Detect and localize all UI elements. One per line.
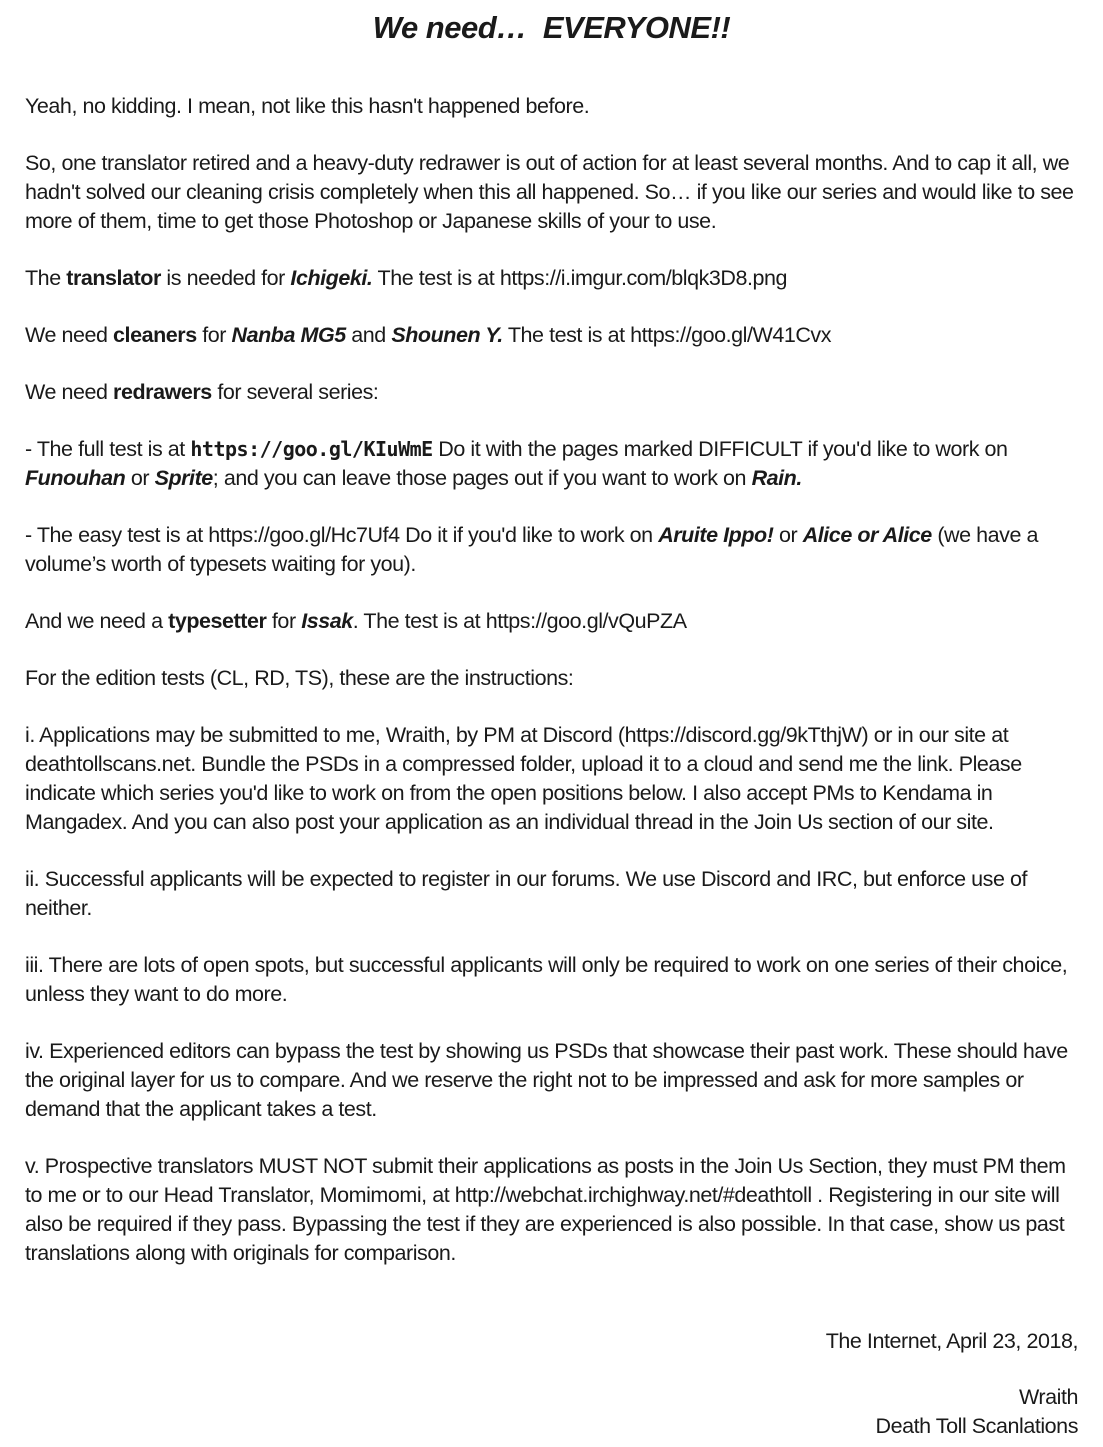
text-run: Sprite	[154, 466, 213, 490]
text-run: or	[773, 523, 803, 547]
paragraph	[25, 264, 1078, 293]
text-run: Issak	[301, 609, 353, 633]
text-run: v. Prospective translators MUST NOT submit their applications as posts in the Join Us Section, they must PM them to me or to our Head Translator, Momimomi, at http://webchat.irchighway.net/#deathtoll . Registering in our site will also be required if they pass. Bypassing the test if they are experienced is also possible. In that case, show us past translations along with originals for comparison.	[25, 1154, 1066, 1265]
text-run: ii. Successful applicants will be expected to register in our forums. We use Discord and IRC, but enforce use of neither.	[25, 867, 1028, 920]
text-run: And we need a	[25, 609, 169, 633]
text-run: - The easy test is at https://goo.gl/Hc7Uf4 Do it if you'd like to work on	[25, 523, 659, 547]
text-run: https://goo.gl/KIuWmE	[190, 437, 433, 461]
signature-block	[826, 1327, 1078, 1441]
signature-group: Death Toll Scanlations	[875, 1414, 1078, 1438]
paragraph	[25, 1152, 1078, 1268]
text-run: Shounen Y.	[391, 323, 503, 347]
text-run: We need	[25, 323, 114, 347]
paragraph	[25, 521, 1078, 579]
text-run: and	[345, 323, 392, 347]
paragraph	[25, 721, 1078, 837]
text-run: Funouhan	[25, 466, 126, 490]
text-run: for	[266, 609, 302, 633]
text-run: is needed for	[160, 266, 291, 290]
paragraph	[25, 1037, 1078, 1124]
text-run: So, one translator retired and a heavy-duty redrawer is out of action for at least several months. And to cap it all, we hadn't solved our cleaning crisis completely when this all happened. So… if you like our series and would like to see more of them, time to get those Photoshop or Japanese skills of your to use.	[25, 151, 1074, 233]
paragraph	[25, 865, 1078, 923]
dateline: The Internet, April 23, 2018,	[825, 1329, 1078, 1353]
text-run: Aruite Ippo!	[658, 523, 774, 547]
text-run: cleaners	[113, 323, 197, 347]
paragraph	[25, 149, 1078, 236]
paragraph	[25, 92, 1078, 121]
text-run: typesetter	[168, 609, 267, 633]
text-run: We need	[25, 380, 114, 404]
text-run: - The full test is at	[25, 437, 191, 461]
text-run: i. Applications may be submitted to me, Wraith, by PM at Discord (https://discord.gg/9kTthjW) or in our site at deathtollscans.net. Bundle the PSDs in a compressed folder, upload it to a cloud and send me the link. Please indicate which series you'd like to work on from the open positions below. I also accept PMs to Kendama in Mangadex. And you can also post your application as an individual thread in the Join Us section of our site.	[25, 723, 1022, 834]
text-run: Alice or Alice	[802, 523, 932, 547]
text-run: or	[125, 466, 155, 490]
text-run: . The test is at https://goo.gl/vQuPZA	[352, 609, 687, 633]
text-run: The test is at https://i.imgur.com/blqk3D8.png	[372, 266, 788, 290]
text-run: The test is at https://goo.gl/W41Cvx	[502, 323, 832, 347]
text-run: for	[196, 323, 232, 347]
text-run: Nanba MG5	[231, 323, 346, 347]
text-run: translator	[66, 266, 161, 290]
paragraph	[25, 664, 1078, 693]
text-run: The	[25, 266, 67, 290]
text-run: redrawers	[113, 380, 212, 404]
paragraph	[25, 607, 1078, 636]
signature-author: Wraith	[1018, 1385, 1078, 1409]
text-run: iii. There are lots of open spots, but successful applicants will only be required to work on one series of their choice, unless they want to do more.	[25, 953, 1068, 1006]
text-run: Ichigeki.	[290, 266, 373, 290]
text-run: iv. Experienced editors can bypass the test by showing us PSDs that showcase their past work. These should have the original layer for us to compare. And we reserve the right not to be impressed and ask for more samples or demand that the applicant takes a test.	[25, 1039, 1068, 1121]
text-run: For the edition tests (CL, RD, TS), these are the instructions:	[25, 666, 574, 690]
paragraph	[25, 378, 1078, 407]
text-run: ; and you can leave those pages out if you want to work on	[212, 466, 752, 490]
paragraph	[25, 435, 1078, 493]
text-run: (we have a volume’s worth of typesets waiting for you).	[25, 523, 1039, 576]
paragraph	[25, 321, 1078, 350]
text-run: Do it with the pages marked DIFFICULT if you'd like to work on	[432, 437, 1008, 461]
text-run: for several series:	[211, 380, 379, 404]
paragraph	[25, 951, 1078, 1009]
page-title: We need… EVERYONE!!	[372, 10, 731, 45]
text-run: Yeah, no kidding. I mean, not like this hasn't happened before.	[25, 94, 590, 118]
text-run: Rain.	[751, 466, 802, 490]
document-body	[25, 92, 1078, 1268]
